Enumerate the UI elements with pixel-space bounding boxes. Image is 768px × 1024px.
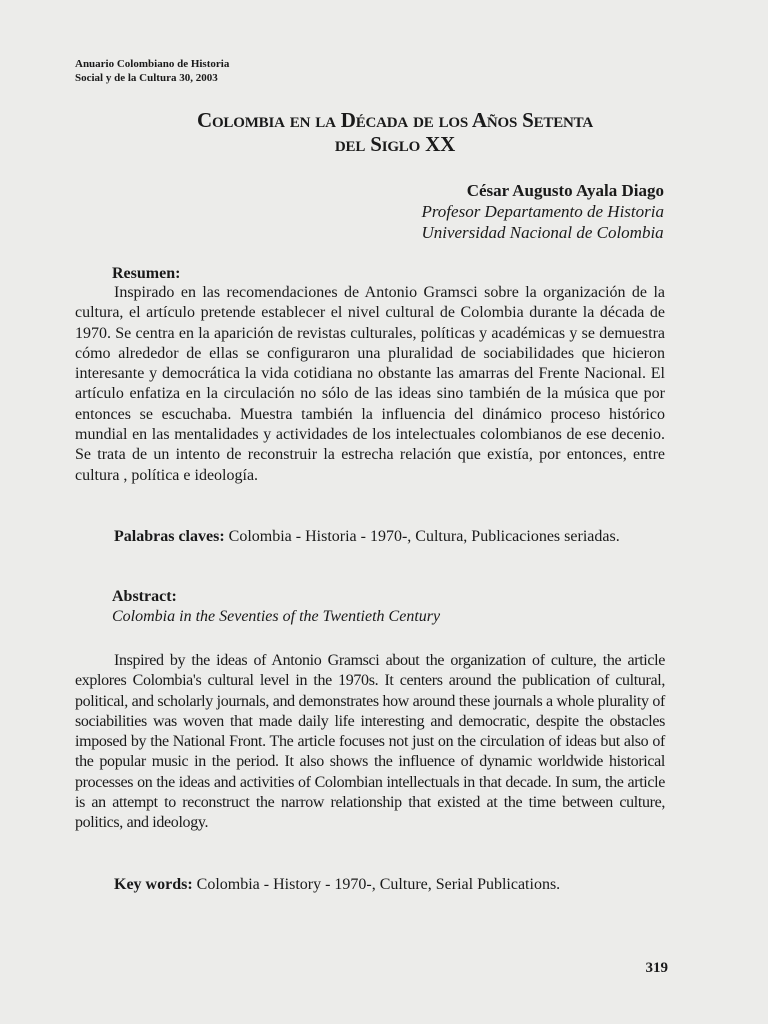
page-number: 319 — [645, 960, 668, 976]
resumen-keywords-label: Palabras claves: — [114, 528, 225, 545]
abstract-heading: Abstract: — [112, 588, 177, 605]
title-line-2: del Siglo XX — [334, 132, 456, 156]
resumen-body: Inspirado en las recomendaciones de Antonio Gramsci sobre la organización de la cultura, el artículo pretende establecer el nivel cultural de Colombia durante la década de 1970. Se centra en la aparición de revistas culturales, políticas y académicas y se demuestra cómo alrededor de ellas se configuraron una pluralidad de sociabilidades que hicieron interesante y democrática la vida cotidiana no obstante las amarras del Frente Nacional. El artículo enfatiza en la circulación no sólo de las ideas sino también de la música que por entonces se escuchaba. Muestra también la influencia del dinámico proceso histórico mundial en las mentalidades y actividades de los intelectuales colombianos de ese decenio. Se trata de un intento de reconstruir la estrecha relación que existía, por entonces, entre cultura , política e ideología. — [75, 284, 665, 484]
journal-issue: Social y de la Cultura 30, 2003 — [75, 72, 218, 84]
author-affiliation-university: Universidad Nacional de Colombia — [421, 223, 664, 242]
author-name: César Augusto Ayala Diago — [466, 181, 664, 200]
article-title — [100, 108, 690, 156]
resumen-keywords — [75, 527, 665, 547]
title-line-1: Colombia en la Década de los Años Setenta — [196, 108, 593, 132]
abstract-keywords-label: Key words: — [114, 876, 193, 893]
author-block — [421, 180, 664, 243]
journal-name: Anuario Colombiano de Historia — [75, 58, 230, 70]
abstract-subtitle: Colombia in the Seventies of the Twentieth Century — [112, 608, 441, 625]
resumen-heading: Resumen: — [112, 265, 181, 282]
journal-header — [75, 57, 229, 85]
abstract-keywords — [75, 875, 665, 895]
author-affiliation-department: Profesor Departamento de Historia — [421, 202, 664, 221]
resumen-keywords-text: Colombia - Historia - 1970-, Cultura, Publicaciones seriadas. — [228, 528, 620, 545]
abstract-keywords-text: Colombia - History - 1970-, Culture, Serial Publications. — [196, 876, 561, 893]
abstract-body: Inspired by the ideas of Antonio Gramsci about the organization of culture, the article explores Colombia's cultural level in the 1970s. It centers around the publication of cultural, political, and scholarly journals, and demonstrates how around these journals a whole plurality of sociabilities was woven that made daily life interesting and democratic, despite the obstacles imposed by the National Front. The article focuses not just on the circulation of ideas but also of the popular music in the period. It also shows the influence of dynamic worldwide historical processes on the ideas and activities of Colombian intellectuals in that decade. In sum, the article is an attempt to reconstruct the narrow relationship that existed at the time between culture, politics, and ideology. — [75, 652, 665, 832]
